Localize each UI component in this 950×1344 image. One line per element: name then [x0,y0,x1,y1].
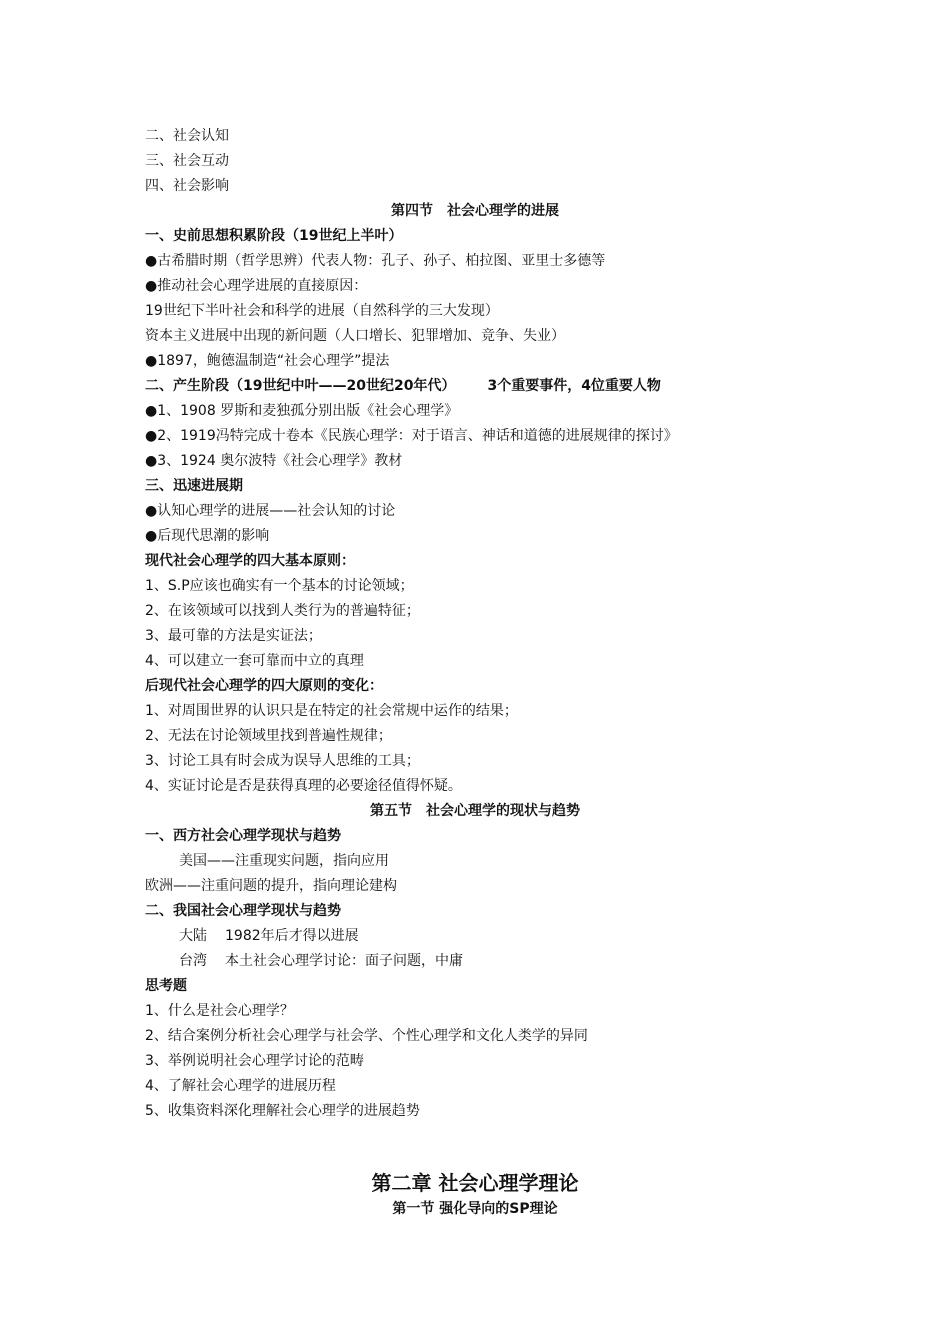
list-item: 3、讨论工具有时会成为误导人思维的工具； [145,753,420,769]
bullet-item: ●推动社会心理学进展的直接原因： [145,278,368,294]
list-item: 1、S.P应该也确实有一个基本的讨论领域； [145,578,414,594]
cause-item: 19世纪下半叶社会和科学的进展（自然科学的三大发现） [145,303,499,319]
questions-heading: 思考题 [145,978,187,994]
taiwan-label: 台湾 [179,953,207,969]
cause-item: 资本主义进展中出现的新问题（人口增长、犯罪增加、竞争、失业） [145,328,565,344]
list-item: 4、可以建立一套可靠而中立的真理 [145,653,364,669]
question-item: 5、收集资料深化理解社会心理学的进展趋势 [145,1103,420,1119]
mainland-line [179,926,359,946]
europe-line: 欧洲——注重问题的提升，指向理论建构 [145,878,397,894]
chapter-title: 第二章 社会心理学理论 [371,1171,579,1195]
usa-line: 美国——注重现实问题，指向应用 [179,853,389,869]
china-heading: 二、我国社会心理学现状与趋势 [145,903,341,919]
event-item: ●3、1924 奥尔波特《社会心理学》教材 [145,453,403,469]
list-item: 3、最可靠的方法是实证法； [145,628,322,644]
stage-2-heading [145,376,661,396]
section-5-title: 第五节 社会心理学的现状与趋势 [370,803,580,819]
bullet-item: ●1897，鲍德温制造“社会心理学”提法 [145,353,390,369]
event-item: ●2、1919冯特完成十卷本《民族心理学：对于语言、神话和道德的进展规律的探讨》 [145,428,678,444]
list-item: 二、社会认知 [145,128,229,144]
taiwan-line [179,951,463,971]
list-item: 1、对周围世界的认识只是在特定的社会常规中运作的结果； [145,703,518,719]
stage-2-title: 二、产生阶段（19世纪中叶——20世纪20年代） [145,378,456,394]
question-item: 3、举例说明社会心理学讨论的范畴 [145,1053,364,1069]
bullet-item: ●古希腊时期（哲学思辨）代表人物：孔子、孙子、柏拉图、亚里士多德等 [145,253,606,269]
question-item: 1、什么是社会心理学？ [145,1003,294,1019]
west-heading: 一、西方社会心理学现状与趋势 [145,828,341,844]
section-4-title: 第四节 社会心理学的进展 [391,203,559,219]
list-item: 4、实证讨论是否是获得真理的必要途径值得怀疑。 [145,778,462,794]
mainland-label: 大陆 [179,928,207,944]
chapter-section-title: 第一节 强化导向的SP理论 [392,1201,558,1217]
postmodern-principles-heading: 后现代社会心理学的四大原则的变化： [145,678,383,694]
taiwan-text: 本土社会心理学讨论：面子问题，中庸 [225,953,463,969]
list-item: 三、社会互动 [145,153,229,169]
list-item: 2、在该领域可以找到人类行为的普遍特征； [145,603,420,619]
stage-2-note: 3个重要事件，4位重要人物 [487,378,661,394]
mainland-text: 1982年后才得以进展 [225,928,359,944]
bullet-item: ●认知心理学的进展——社会认知的讨论 [145,503,396,519]
question-item: 4、了解社会心理学的进展历程 [145,1078,336,1094]
list-item: 四、社会影响 [145,178,229,194]
stage-3-heading: 三、迅速进展期 [145,478,243,494]
list-item: 2、无法在讨论领域里找到普遍性规律； [145,728,392,744]
stage-1-heading: 一、史前思想积累阶段（19世纪上半叶） [145,228,403,244]
event-item: ●1、1908 罗斯和麦独孤分别出版《社会心理学》 [145,403,459,419]
bullet-item: ●后现代思潮的影响 [145,528,270,544]
modern-principles-heading: 现代社会心理学的四大基本原则： [145,553,355,569]
question-item: 2、结合案例分析社会心理学与社会学、个性心理学和文化人类学的异同 [145,1028,588,1044]
